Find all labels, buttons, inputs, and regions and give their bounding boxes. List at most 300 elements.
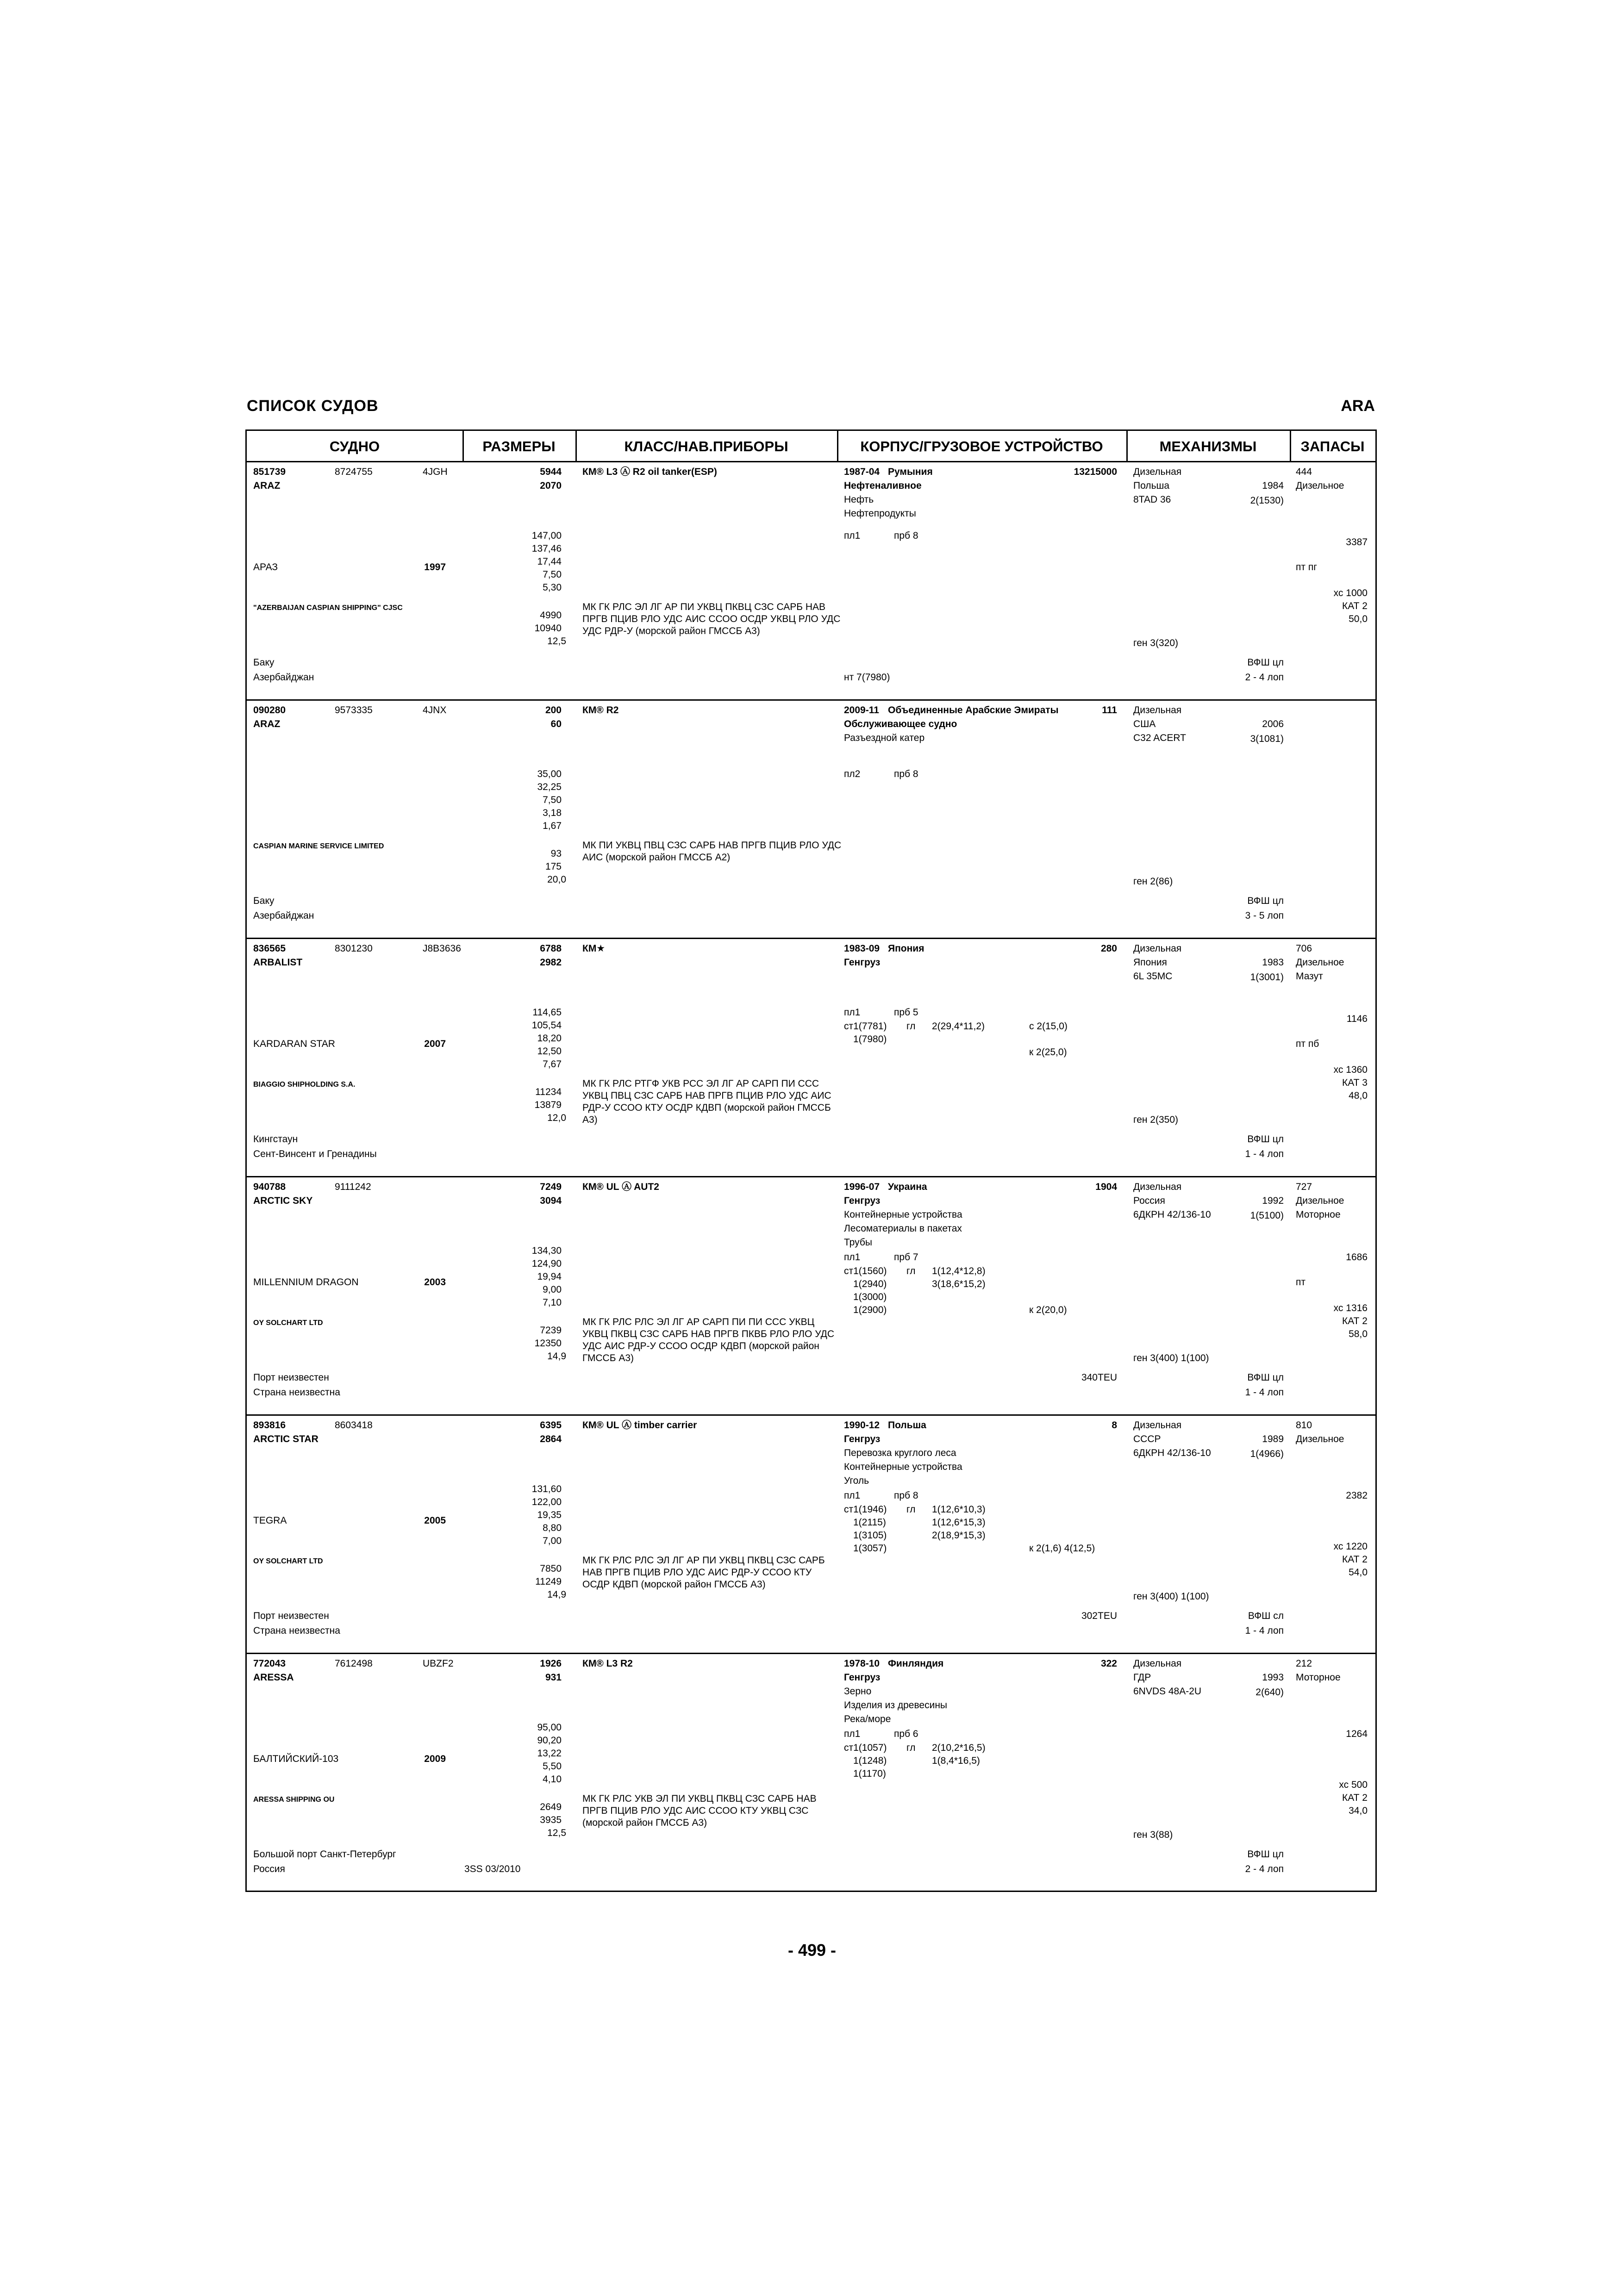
dimension-value: 9,00 [543,1284,562,1295]
engine-year: 1983 [1262,957,1284,968]
engine-model: 6ДКРН 42/136-10 [1133,1448,1211,1458]
navigation-equipment: МК ГК РЛС РЛС ЭЛ ЛГ АР САРП ПИ ПИ ССС УКВЦ УКВЦ ПКВЦ СЗС САРБ НАВ ПРГВ ПКВБ РЛО РЛО УДС УДС АИС РДР-У ССОО ОСДР КДВП (морской район ГМССБ А3) [582,1317,834,1363]
engine-type: Дизельная [1133,467,1182,477]
supply-value: хс 1220 [1333,1541,1368,1552]
class-notation: КМ® UL Ⓐ AUT2 [582,1182,659,1192]
hold-data: 1(8,4*16,5) [932,1755,980,1766]
engine-power: 2(1530) [1250,495,1284,506]
cargo-type: Зерно [844,1686,872,1697]
dimension-value: 7,67 [543,1059,562,1070]
call-sign: 4JGH [423,467,448,477]
engine-year: 1993 [1262,1672,1284,1683]
cargo-type: Контейнерные устройства [844,1462,962,1472]
hold-data: 1(7980) [853,1034,887,1045]
generators: ген 2(350) [1133,1114,1179,1125]
build-date: 1987-04 [844,467,880,477]
hold-data: к 2(25,0) [1029,1047,1067,1058]
class-notation: КМ® UL Ⓐ timber carrier [582,1420,697,1431]
ship-type: Генгруз [844,957,881,968]
deadweight: 6788 [540,943,562,954]
page-title: СПИСОК СУДОВ [247,397,379,415]
propeller-blades: 2 - 4 лоп [1245,1864,1284,1874]
engine-country: США [1133,719,1156,729]
supply-notes: пт пб [1296,1039,1319,1049]
class-notation: КМ★ [582,943,606,954]
engine-type: Дизельная [1133,705,1182,716]
cargo-type: Река/море [844,1714,891,1724]
imo-number: 9573335 [335,705,373,716]
dimension-value: 7,50 [543,795,562,805]
navigation-equipment: МК ПИ УКВЦ ПВЦ СЗС САРБ НАВ ПРГВ ПЦИВ РЛО УДС АИС (морской район ГМССБ А2) [582,840,842,863]
propeller-type: ВФШ цл [1247,1372,1284,1383]
fuel-type: Дизельное [1296,957,1344,968]
propeller-blades: 1 - 4 лоп [1245,1149,1284,1159]
decks: пл2 [844,769,861,779]
home-port: Кингстаун [253,1134,298,1145]
former-name: БАЛТИЙСКИЙ-103 [253,1754,339,1764]
registry-number: 893816 [253,1420,286,1431]
supply-value: 50,0 [1349,614,1368,624]
gross-tonnage: 3094 [540,1195,562,1206]
hold-data: 1(2900) [853,1305,887,1315]
dimension-value: 8,80 [543,1523,562,1533]
class-notation: КМ® L3 Ⓐ R2 oil tanker(ESP) [582,467,717,477]
engine-type: Дизельная [1133,1658,1182,1669]
gross-tonnage: 2864 [540,1434,562,1444]
hold-data: ст1(1560) [844,1266,887,1276]
column-header-hull: КОРПУС/ГРУЗОВОЕ УСТРОЙСТВО [860,438,1103,454]
bulkheads: прб 8 [894,530,918,541]
flag-state: Азербайджан [253,672,314,683]
engine-model: 8TAD 36 [1133,494,1171,505]
former-name-year: 2009 [424,1754,446,1764]
engine-power: 2(640) [1255,1687,1284,1698]
ship-entry [247,939,1375,1177]
call-sign: J8B3636 [423,943,461,954]
imo-number: 9111242 [335,1182,371,1192]
build-date: 1990-12 [844,1420,880,1431]
hold-data: 1(12,4*12,8) [932,1266,986,1276]
navigation-equipment: МК ГК РЛС ЭЛ ЛГ АР ПИ УКВЦ ПКВЦ СЗС САРБ НАВ ПРГВ ПЦИВ РЛО УДС АИС ССОО ОСДР УКВЦ РЛО УДС УДС РДР-У (морской район ГМССБ А3) [582,602,841,636]
build-date: 1983-09 [844,943,880,954]
engine-type: Дизельная [1133,1420,1182,1431]
build-country: Румыния [888,467,933,477]
imo-number: 8301230 [335,943,373,954]
tonnage-value: 12,0 [547,1113,566,1123]
home-port: Порт неизвестен [253,1611,329,1621]
supply-capacity: 706 [1296,943,1312,954]
former-name-year: 2005 [424,1515,446,1526]
dimension-value: 1,67 [543,821,562,831]
fuel-type-secondary: Моторное [1296,1209,1341,1220]
imo-number: 8603418 [335,1420,373,1431]
dimension-value: 134,30 [531,1245,562,1256]
supply-notes: пт пг [1296,562,1317,572]
yard-number: 322 [1100,1658,1117,1669]
supply-value: 48,0 [1349,1090,1368,1101]
ship-type: Генгруз [844,1195,881,1206]
navigation-equipment: МК ГК РЛС РЛС ЭЛ ЛГ АР ПИ УКВЦ ПКВЦ СЗС САРБ НАВ ПРГВ ПЦИВ РЛО УДС АИС РДР-У ССОО КТУ ОСДР КДВП (морской район ГМССБ А3) [582,1555,825,1590]
engine-type: Дизельная [1133,943,1182,954]
propeller-type: ВФШ цл [1247,657,1284,668]
former-name: TEGRA [253,1515,287,1526]
tonnage-value: 14,9 [547,1589,566,1600]
generators: ген 3(400) 1(100) [1133,1353,1209,1363]
propeller-type: ВФШ цл [1247,1134,1284,1145]
engine-model: 6L 35MC [1133,971,1173,982]
navigation-equipment: МК ГК РЛС УКВ ЭЛ ПИ УКВЦ ПКВЦ СЗС САРБ НАВ ПРГВ ПЦИВ РЛО УДС АИС ССОО КТУ УКВЦ СЗС (морской район ГМССБ А3) [582,1793,817,1828]
engine-year: 1984 [1262,480,1284,491]
ship-entry [247,1416,1375,1654]
tonnage-value: 2649 [540,1802,562,1812]
dimension-value: 5,30 [543,582,562,593]
yard-number: 8 [1112,1420,1117,1431]
hold-data: ст1(1057) [844,1742,887,1753]
build-country: Япония [888,943,924,954]
deadweight: 1926 [540,1658,562,1669]
ship-entry [247,462,1375,701]
owner: BIAGGIO SHIPHOLDING S.A. [253,1081,356,1089]
owner: ARESSA SHIPPING OU [253,1796,335,1804]
hold-data: 1(3057) [853,1543,887,1554]
engine-year: 1989 [1262,1434,1284,1444]
supply-value: 2382 [1346,1490,1368,1501]
engine-year: 1992 [1262,1195,1284,1206]
propeller-type: ВФШ сл [1248,1611,1284,1621]
dimension-value: 13,22 [537,1748,562,1759]
flag-state: Страна неизвестна [253,1387,340,1398]
engine-country: ГДР [1133,1672,1151,1683]
engine-model: 6NVDS 48A-2U [1133,1686,1202,1697]
dimension-value: 7,10 [543,1297,562,1308]
tonnage-value: 11234 [535,1087,562,1097]
supply-value: 1264 [1346,1729,1368,1739]
home-port: Большой порт Санкт-Петербург [253,1849,396,1860]
dimension-value: 19,35 [537,1510,562,1520]
former-name-year: 2003 [424,1277,446,1288]
engine-model: C32 ACERT [1133,733,1186,743]
tonnage-value: 12,5 [547,636,566,647]
engine-model: 6ДКРН 42/136-10 [1133,1209,1211,1220]
gross-tonnage: 931 [545,1672,562,1683]
tonnage-value: 12350 [534,1338,562,1349]
supply-value: хс 500 [1339,1780,1368,1790]
supply-value: хс 1000 [1333,588,1368,598]
dimension-value: 5,50 [543,1761,562,1772]
hold-data: 3(18,6*15,2) [932,1279,986,1289]
fuel-type: Моторное [1296,1672,1341,1683]
former-name-year: 2007 [424,1039,446,1049]
engine-country: Россия [1133,1195,1165,1206]
yard-number: 111 [1102,705,1117,716]
column-header-supplies: ЗАПАСЫ [1300,438,1365,454]
ship-entry [247,1177,1375,1416]
class-notation: КМ® L3 R2 [582,1658,633,1669]
tonnage-value: 13879 [534,1100,562,1110]
ship-name: ARAZ [253,719,281,729]
home-port: Порт неизвестен [253,1372,329,1383]
fuel-type: Дизельное [1296,1195,1344,1206]
supply-notes: пт [1296,1277,1305,1288]
imo-number: 7612498 [335,1658,373,1669]
bulkheads: прб 5 [894,1007,918,1018]
build-country: Украина [888,1182,927,1192]
build-date: 1996-07 [844,1182,880,1192]
dimension-value: 35,00 [537,769,562,779]
owner: CASPIAN MARINE SERVICE LIMITED [253,842,384,850]
cargo-type: Перевозка круглого леса [844,1448,956,1458]
owner: OY SOLCHART LTD [253,1319,323,1327]
tonnage-value: 14,9 [547,1351,566,1362]
fuel-type-secondary: Мазут [1296,971,1323,982]
supply-value: хс 1360 [1333,1064,1368,1075]
dimension-value: 3,18 [543,808,562,818]
hold-data: гл [906,1021,916,1032]
ship-name: ARBALIST [253,957,303,968]
dimension-value: 7,00 [543,1536,562,1546]
tonnage-value: 12,5 [547,1828,566,1838]
build-country: Объединенные Арабские Эмираты [888,705,1059,716]
fuel-type: Дизельное [1296,480,1344,491]
supply-value: КАТ 2 [1342,601,1368,611]
call-sign: UBZF2 [423,1658,454,1669]
tonnage-value: 7239 [540,1325,562,1336]
owner: OY SOLCHART LTD [253,1557,323,1565]
column-header-dimensions: РАЗМЕРЫ [482,438,556,454]
hull-extra: нт 7(7980) [844,672,890,683]
hold-data: гл [906,1742,916,1753]
former-name: MILLENNIUM DRAGON [253,1277,359,1288]
decks: пл1 [844,530,861,541]
ship-name: ARESSA [253,1672,294,1683]
engine-year: 2006 [1262,719,1284,729]
cargo-type: Нефть [844,494,874,505]
generators: ген 2(86) [1133,876,1173,887]
propeller-blades: 1 - 4 лоп [1245,1625,1284,1636]
engine-power: 1(4966) [1250,1449,1284,1459]
deadweight: 6395 [540,1420,562,1431]
dimension-value: 18,20 [537,1033,562,1044]
supply-value: хс 1316 [1333,1303,1368,1313]
propeller-blades: 1 - 4 лоп [1245,1387,1284,1398]
hold-data: к 2(20,0) [1029,1305,1067,1315]
dimension-value: 114,65 [532,1007,562,1018]
flag-state: Россия [253,1864,285,1874]
bulkheads: прб 8 [894,769,918,779]
column-header-ship: СУДНО [329,438,380,454]
deadweight: 7249 [540,1182,562,1192]
supply-value: 34,0 [1349,1805,1368,1816]
build-country: Польша [888,1420,926,1431]
decks: пл1 [844,1729,861,1739]
supply-capacity: 810 [1296,1420,1312,1431]
cargo-type: Разъездной катер [844,733,925,743]
cargo-type: Лесоматериалы в пакетах [844,1223,962,1234]
dimension-value: 105,54 [531,1020,562,1031]
ship-name: ARCTIC SKY [253,1195,313,1206]
engine-power: 3(1081) [1250,734,1284,744]
hold-data: 1(1170) [853,1768,886,1779]
dimension-value: 32,25 [537,782,562,792]
hold-data: 2(10,2*16,5) [932,1742,986,1753]
ship-entry [247,701,1375,939]
engine-type: Дизельная [1133,1182,1182,1192]
dimension-value: 147,00 [531,530,562,541]
registry-number: 090280 [253,705,286,716]
yard-number: 13215000 [1074,467,1117,477]
flag-state: Азербайджан [253,910,314,921]
fuel-type: Дизельное [1296,1434,1344,1444]
decks: пл1 [844,1490,861,1501]
hold-data: гл [906,1266,916,1276]
former-name-year: 1997 [424,562,446,572]
tonnage-value: 7850 [540,1563,562,1574]
propeller-blades: 3 - 5 лоп [1245,910,1284,921]
tonnage-value: 93 [550,848,562,859]
cargo-type: Нефтепродукты [844,508,916,519]
engine-power: 1(5100) [1250,1210,1284,1221]
engine-country: Польша [1133,480,1170,491]
registry-number: 836565 [253,943,286,954]
hold-data: ст1(1946) [844,1504,887,1515]
cargo-type: Трубы [844,1237,872,1248]
cargo-type: Уголь [844,1475,869,1486]
build-country: Финляндия [888,1658,944,1669]
yard-number: 1904 [1095,1182,1117,1192]
hold-data: с 2(15,0) [1029,1021,1068,1032]
tonnage-value: 10940 [534,623,562,634]
generators: ген 3(320) [1133,638,1179,648]
container-capacity: 302TEU [1081,1611,1117,1621]
flag-state: Страна неизвестна [253,1625,340,1636]
cargo-type: Изделия из древесины [844,1700,948,1711]
engine-country: СССР [1133,1434,1161,1444]
dimension-value: 131,60 [531,1484,562,1494]
ship-type: Обслуживающее судно [844,719,957,729]
container-capacity: 340TEU [1081,1372,1117,1383]
former-name: АРАЗ [253,562,278,572]
tonnage-value: 4990 [540,610,562,621]
dimension-value: 7,50 [543,569,562,580]
propeller-type: ВФШ цл [1247,896,1284,906]
dimension-value: 90,20 [537,1735,562,1746]
decks: пл1 [844,1007,861,1018]
hold-data: 1(3000) [853,1292,887,1302]
dimension-value: 17,44 [537,556,562,567]
bulkheads: прб 8 [894,1490,918,1501]
call-sign: 4JNX [423,705,447,716]
ship-name: ARCTIC STAR [253,1434,319,1444]
decks: пл1 [844,1252,861,1263]
ship-type: Генгруз [844,1434,881,1444]
survey-record: 3SS 03/2010 [464,1864,521,1874]
dimension-value: 137,46 [531,543,562,554]
hold-data: 1(12,6*10,3) [932,1504,986,1515]
hold-data: 1(2115) [853,1517,886,1528]
engine-power: 1(3001) [1250,972,1284,983]
section-code: ARA [1341,397,1375,415]
ship-type: Нефтеналивное [844,480,922,491]
supply-value: КАТ 2 [1342,1554,1368,1565]
dimension-value: 124,90 [531,1258,562,1269]
supply-value: 54,0 [1349,1567,1368,1578]
hold-data: 2(29,4*11,2) [932,1021,985,1032]
dimension-value: 19,94 [537,1271,562,1282]
gross-tonnage: 60 [550,719,562,729]
propeller-blades: 2 - 4 лоп [1245,672,1284,683]
hold-data: 1(12,6*15,3) [932,1517,986,1528]
home-port: Баку [253,896,275,906]
home-port: Баку [253,657,275,668]
hold-data: гл [906,1504,916,1515]
bulkheads: прб 7 [894,1252,918,1263]
propeller-type: ВФШ цл [1247,1849,1284,1860]
ship-name: ARAZ [253,480,281,491]
column-header-machinery: МЕХАНИЗМЫ [1159,438,1257,454]
hold-data: ст1(7781) [844,1021,887,1032]
hold-data: 2(18,9*15,3) [932,1530,986,1541]
hold-data: 1(3105) [853,1530,887,1541]
ship-entry [247,1654,1375,1892]
class-notation: КМ® R2 [582,705,619,716]
former-name: KARDARAN STAR [253,1039,335,1049]
imo-number: 8724755 [335,467,373,477]
supply-value: 58,0 [1349,1329,1368,1339]
supply-value: 3387 [1346,537,1368,548]
supply-capacity: 727 [1296,1182,1312,1192]
supply-value: 1686 [1346,1252,1368,1263]
generators: ген 3(400) 1(100) [1133,1591,1209,1602]
hold-data: 1(2940) [853,1279,887,1289]
engine-country: Япония [1133,957,1167,968]
page-number: - 499 - [787,1941,837,1960]
deadweight: 5944 [540,467,562,477]
supply-capacity: 444 [1296,467,1312,477]
ship-register-table [245,429,1377,1892]
yard-number: 280 [1100,943,1117,954]
supply-value: КАТ 3 [1342,1077,1368,1088]
deadweight: 200 [545,705,562,716]
supply-value: КАТ 2 [1342,1316,1368,1326]
tonnage-value: 175 [545,861,562,872]
generators: ген 3(88) [1133,1829,1173,1840]
registry-number: 772043 [253,1658,286,1669]
tonnage-value: 11249 [535,1576,562,1587]
hold-data: к 2(1,6) 4(12,5) [1029,1543,1095,1554]
ship-type: Генгруз [844,1672,881,1683]
column-header-class: КЛАСС/НАВ.ПРИБОРЫ [624,438,788,454]
tonnage-value: 3935 [540,1815,562,1825]
build-date: 1978-10 [844,1658,880,1669]
bulkheads: прб 6 [894,1729,918,1739]
dimension-value: 4,10 [543,1774,562,1785]
build-date: 2009-11 [844,705,879,716]
supply-value: 1146 [1346,1014,1368,1024]
hold-data: 1(1248) [853,1755,887,1766]
registry-number: 851739 [253,467,286,477]
dimension-value: 12,50 [537,1046,562,1057]
tonnage-value: 20,0 [547,874,566,885]
supply-value: КАТ 2 [1342,1792,1368,1803]
cargo-type: Контейнерные устройства [844,1209,962,1220]
owner: "AZERBAIJAN CASPIAN SHIPPING" CJSC [253,604,403,612]
gross-tonnage: 2982 [540,957,562,968]
navigation-equipment: МК ГК РЛС РТГФ УКВ РСС ЭЛ ЛГ АР САРП ПИ ССС УКВЦ ПВЦ СЗС САРБ НАВ ПРГВ ПЦИВ РЛО УДС АИС РДР-У ССОО КТУ ОСДР КДВП (морской район ГМССБ А3) [582,1078,831,1125]
registry-number: 940788 [253,1182,286,1192]
flag-state: Сент-Винсент и Гренадины [253,1149,377,1159]
dimension-value: 122,00 [531,1497,562,1507]
supply-capacity: 212 [1296,1658,1312,1669]
